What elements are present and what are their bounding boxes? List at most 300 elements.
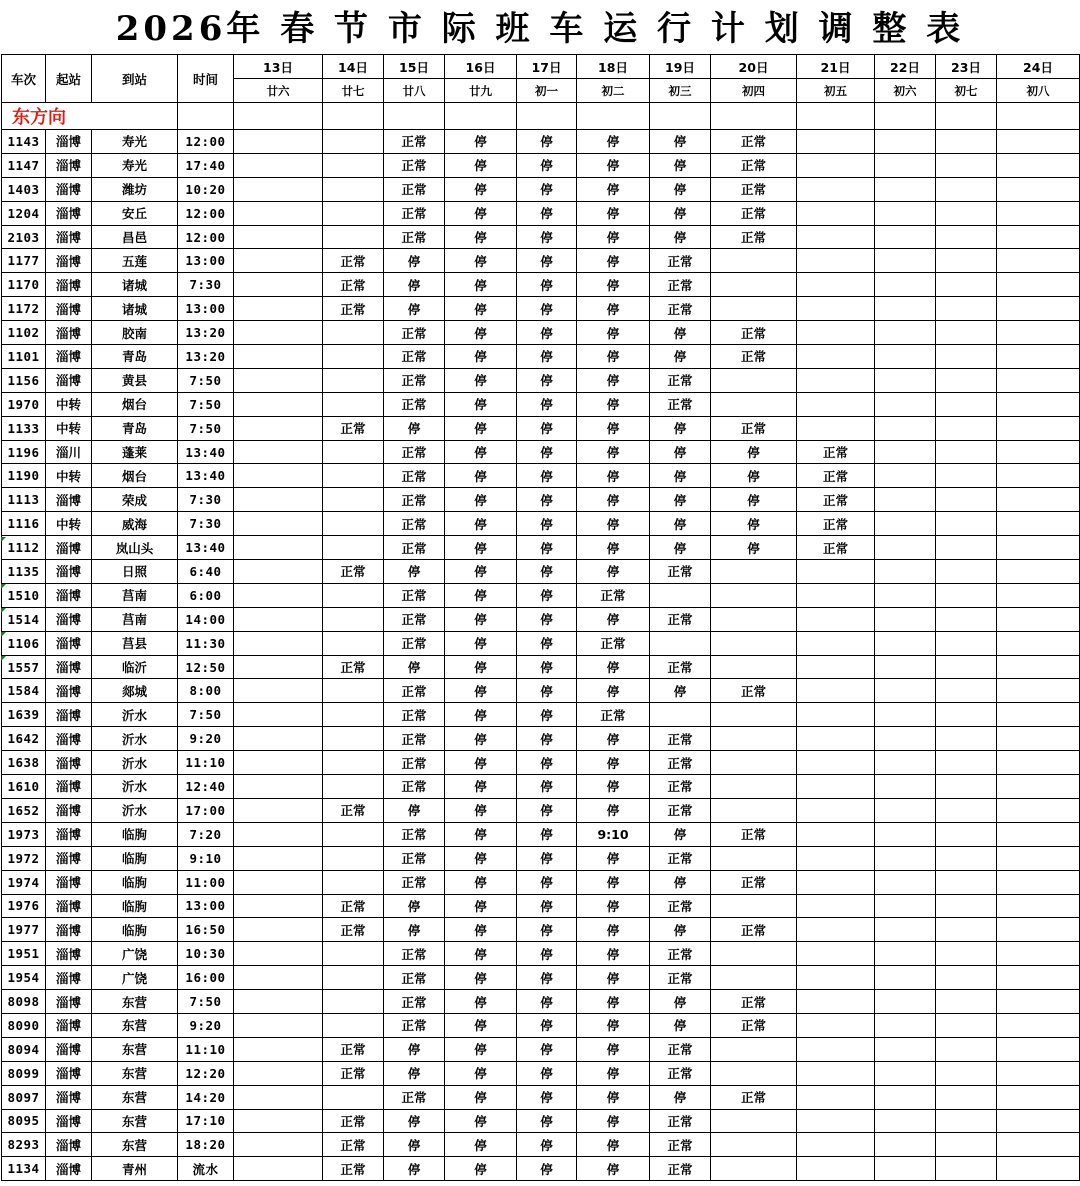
status-cell: 正常	[711, 130, 797, 154]
header-lunar-date: 初五	[797, 79, 875, 103]
destination-cell: 东营	[92, 990, 178, 1014]
status-cell	[997, 488, 1080, 512]
status-cell: 停	[384, 1109, 445, 1133]
status-cell: 停	[517, 130, 577, 154]
status-cell	[875, 798, 936, 822]
departure-time-cell: 13:00	[178, 249, 234, 273]
departure-time-cell: 13:20	[178, 321, 234, 345]
status-cell: 停	[577, 488, 650, 512]
status-cell	[323, 822, 384, 846]
status-cell	[936, 703, 997, 727]
status-cell: 正常	[650, 392, 711, 416]
status-cell	[711, 297, 797, 321]
status-cell: 正常	[323, 1037, 384, 1061]
train-number-cell: 1973	[2, 822, 46, 846]
train-number-cell: 1557	[2, 655, 46, 679]
status-cell	[797, 297, 875, 321]
status-cell	[711, 751, 797, 775]
departure-time-cell: 13:00	[178, 894, 234, 918]
train-number-cell: 1133	[2, 416, 46, 440]
origin-cell: 淄博	[46, 560, 92, 584]
status-cell	[997, 512, 1080, 536]
status-cell	[936, 1133, 997, 1157]
status-cell: 正常	[384, 153, 445, 177]
status-cell	[997, 153, 1080, 177]
train-number-cell: 1112	[2, 536, 46, 560]
departure-time-cell: 12:00	[178, 130, 234, 154]
departure-time-cell: 7:50	[178, 368, 234, 392]
destination-cell: 东营	[92, 1085, 178, 1109]
status-cell: 停	[445, 488, 517, 512]
train-number-cell: 1403	[2, 177, 46, 201]
departure-time-cell: 6:00	[178, 583, 234, 607]
status-cell	[234, 822, 323, 846]
status-cell	[936, 488, 997, 512]
status-cell: 停	[517, 751, 577, 775]
status-cell: 停	[517, 607, 577, 631]
status-cell: 停	[517, 440, 577, 464]
status-cell: 停	[384, 798, 445, 822]
table-row	[2, 392, 1080, 416]
table-row	[2, 297, 1080, 321]
status-cell: 正常	[577, 631, 650, 655]
status-cell	[875, 488, 936, 512]
status-cell	[234, 321, 323, 345]
status-cell	[875, 918, 936, 942]
status-cell: 正常	[323, 1133, 384, 1157]
status-cell: 停	[384, 273, 445, 297]
status-cell	[234, 655, 323, 679]
status-cell	[936, 894, 997, 918]
status-cell	[234, 464, 323, 488]
status-cell: 正常	[323, 798, 384, 822]
status-cell	[797, 130, 875, 154]
destination-cell: 临朐	[92, 918, 178, 942]
status-cell	[234, 225, 323, 249]
status-cell	[997, 727, 1080, 751]
destination-cell: 烟台	[92, 392, 178, 416]
status-cell	[711, 966, 797, 990]
status-cell: 停	[577, 153, 650, 177]
status-cell: 停	[445, 1061, 517, 1085]
destination-cell: 黄县	[92, 368, 178, 392]
status-cell	[875, 536, 936, 560]
status-cell	[936, 966, 997, 990]
status-cell: 正常	[384, 536, 445, 560]
train-number-cell: 1652	[2, 798, 46, 822]
table-row	[2, 727, 1080, 751]
status-cell	[323, 512, 384, 536]
origin-cell: 淄博	[46, 703, 92, 727]
departure-time-cell: 7:20	[178, 822, 234, 846]
origin-cell: 淄博	[46, 655, 92, 679]
status-cell: 停	[384, 249, 445, 273]
train-number-cell: 8099	[2, 1061, 46, 1085]
header-date: 16日	[445, 55, 517, 79]
departure-time-cell: 17:00	[178, 798, 234, 822]
status-cell	[936, 440, 997, 464]
status-cell	[997, 177, 1080, 201]
status-cell	[797, 1013, 875, 1037]
train-number-cell: 1172	[2, 297, 46, 321]
destination-cell: 青岛	[92, 345, 178, 369]
status-cell	[797, 631, 875, 655]
status-cell	[936, 798, 997, 822]
status-cell: 正常	[323, 894, 384, 918]
table-row	[2, 273, 1080, 297]
origin-cell: 淄博	[46, 942, 92, 966]
origin-cell: 淄博	[46, 918, 92, 942]
origin-cell: 淄博	[46, 727, 92, 751]
train-number-cell: 1976	[2, 894, 46, 918]
departure-time-cell: 16:50	[178, 918, 234, 942]
origin-cell: 淄博	[46, 1061, 92, 1085]
status-cell: 停	[517, 345, 577, 369]
status-cell	[936, 249, 997, 273]
status-cell	[797, 583, 875, 607]
origin-cell: 淄博	[46, 1013, 92, 1037]
destination-cell: 郯城	[92, 679, 178, 703]
table-row	[2, 560, 1080, 584]
status-cell: 正常	[384, 488, 445, 512]
status-cell: 停	[711, 536, 797, 560]
table-row	[2, 966, 1080, 990]
status-cell	[797, 273, 875, 297]
status-cell: 停	[650, 870, 711, 894]
status-cell	[875, 1037, 936, 1061]
status-cell: 正常	[384, 321, 445, 345]
origin-cell: 淄博	[46, 225, 92, 249]
status-cell	[936, 751, 997, 775]
status-cell	[875, 775, 936, 799]
status-cell	[875, 703, 936, 727]
status-cell	[875, 201, 936, 225]
status-cell: 停	[445, 679, 517, 703]
status-cell: 停	[517, 918, 577, 942]
page-title: 2026年 春 节 市 际 班 车 运 行 计 划 调 整 表	[115, 9, 965, 49]
status-cell: 停	[517, 512, 577, 536]
status-cell: 停	[577, 536, 650, 560]
header-lunar-date: 初八	[997, 79, 1080, 103]
table-row	[2, 894, 1080, 918]
status-cell: 停	[517, 894, 577, 918]
train-number-cell: 1113	[2, 488, 46, 512]
header-lunar-date: 廿九	[445, 79, 517, 103]
origin-cell: 淄博	[46, 1037, 92, 1061]
status-cell	[875, 368, 936, 392]
status-cell: 停	[445, 727, 517, 751]
destination-cell: 沂水	[92, 798, 178, 822]
status-cell: 停	[517, 153, 577, 177]
status-cell	[936, 536, 997, 560]
status-cell: 正常	[384, 1013, 445, 1037]
status-cell: 停	[577, 1061, 650, 1085]
status-cell	[797, 368, 875, 392]
status-cell	[997, 249, 1080, 273]
status-cell	[323, 607, 384, 631]
status-cell	[997, 560, 1080, 584]
status-cell	[323, 225, 384, 249]
status-cell: 停	[445, 798, 517, 822]
train-number-cell: 8293	[2, 1133, 46, 1157]
status-cell: 停	[384, 1037, 445, 1061]
status-cell: 正常	[384, 822, 445, 846]
status-cell: 停	[517, 225, 577, 249]
status-cell: 停	[384, 560, 445, 584]
status-cell: 正常	[650, 775, 711, 799]
status-cell: 停	[445, 512, 517, 536]
status-cell: 停	[517, 631, 577, 655]
status-cell: 正常	[384, 177, 445, 201]
status-cell: 停	[445, 368, 517, 392]
departure-time-cell: 9:20	[178, 727, 234, 751]
table-row	[2, 225, 1080, 249]
status-cell	[711, 273, 797, 297]
status-cell: 正常	[384, 201, 445, 225]
status-cell	[997, 130, 1080, 154]
status-cell: 停	[517, 1013, 577, 1037]
status-cell	[997, 775, 1080, 799]
status-cell	[234, 177, 323, 201]
status-cell: 停	[577, 1133, 650, 1157]
status-cell	[997, 822, 1080, 846]
table-row	[2, 583, 1080, 607]
status-cell: 停	[577, 130, 650, 154]
table-row	[2, 822, 1080, 846]
status-cell: 停	[445, 273, 517, 297]
status-cell: 正常	[650, 297, 711, 321]
status-cell: 停	[577, 990, 650, 1014]
status-cell	[797, 703, 875, 727]
status-cell: 停	[445, 321, 517, 345]
status-cell: 停	[445, 392, 517, 416]
train-number-cell: 1510	[2, 583, 46, 607]
status-cell	[997, 1037, 1080, 1061]
destination-cell: 诸城	[92, 273, 178, 297]
status-cell: 正常	[650, 846, 711, 870]
status-cell	[234, 631, 323, 655]
header-date: 18日	[577, 55, 650, 79]
status-cell	[234, 703, 323, 727]
status-cell: 正常	[797, 440, 875, 464]
status-cell	[711, 1061, 797, 1085]
status-cell	[234, 392, 323, 416]
status-cell	[323, 966, 384, 990]
status-cell	[936, 464, 997, 488]
status-cell: 停	[517, 655, 577, 679]
empty-cell	[234, 103, 323, 130]
header-date: 23日	[936, 55, 997, 79]
status-cell: 正常	[384, 392, 445, 416]
status-cell: 停	[445, 440, 517, 464]
status-cell: 停	[650, 1013, 711, 1037]
origin-cell: 淄博	[46, 990, 92, 1014]
departure-time-cell: 13:20	[178, 345, 234, 369]
status-cell	[875, 966, 936, 990]
destination-cell: 潍坊	[92, 177, 178, 201]
status-cell	[936, 512, 997, 536]
status-cell: 正常	[577, 583, 650, 607]
status-cell	[797, 822, 875, 846]
status-cell	[711, 607, 797, 631]
departure-time-cell: 7:50	[178, 990, 234, 1014]
status-cell	[323, 846, 384, 870]
status-cell: 停	[384, 894, 445, 918]
status-cell: 正常	[384, 870, 445, 894]
header-to: 到站	[92, 55, 178, 103]
train-number-cell: 1143	[2, 130, 46, 154]
status-cell: 正常	[650, 1157, 711, 1181]
status-cell: 停	[577, 655, 650, 679]
destination-cell: 东营	[92, 1013, 178, 1037]
status-cell	[936, 1085, 997, 1109]
status-cell	[997, 1109, 1080, 1133]
status-cell	[797, 607, 875, 631]
status-cell: 停	[650, 440, 711, 464]
status-cell	[234, 130, 323, 154]
status-cell: 停	[517, 273, 577, 297]
origin-cell: 淄博	[46, 1157, 92, 1181]
status-cell: 停	[650, 177, 711, 201]
train-number-cell: 1116	[2, 512, 46, 536]
status-cell	[234, 440, 323, 464]
status-cell	[234, 345, 323, 369]
table-row	[2, 798, 1080, 822]
status-cell	[997, 607, 1080, 631]
train-number-cell: 1196	[2, 440, 46, 464]
status-cell	[234, 727, 323, 751]
status-cell: 停	[384, 416, 445, 440]
status-cell: 停	[384, 297, 445, 321]
destination-cell: 莒县	[92, 631, 178, 655]
status-cell	[797, 1061, 875, 1085]
status-cell	[875, 655, 936, 679]
status-cell	[323, 631, 384, 655]
header-lunar-date: 初四	[711, 79, 797, 103]
status-cell: 停	[577, 1109, 650, 1133]
status-cell	[875, 249, 936, 273]
departure-time-cell: 12:00	[178, 225, 234, 249]
status-cell	[797, 177, 875, 201]
status-cell: 停	[650, 130, 711, 154]
status-cell	[936, 1061, 997, 1085]
train-number-cell: 1106	[2, 631, 46, 655]
departure-time-cell: 6:40	[178, 560, 234, 584]
status-cell	[711, 655, 797, 679]
origin-cell: 淄川	[46, 440, 92, 464]
departure-time-cell: 10:20	[178, 177, 234, 201]
status-cell	[997, 751, 1080, 775]
status-cell: 正常	[711, 918, 797, 942]
status-cell	[234, 1157, 323, 1181]
status-cell	[875, 273, 936, 297]
status-cell: 停	[577, 297, 650, 321]
table-row	[2, 846, 1080, 870]
status-cell: 停	[577, 1085, 650, 1109]
status-cell: 正常	[323, 560, 384, 584]
status-cell	[323, 536, 384, 560]
status-cell: 停	[577, 321, 650, 345]
header-date: 15日	[384, 55, 445, 79]
status-cell: 正常	[711, 201, 797, 225]
departure-time-cell: 7:50	[178, 703, 234, 727]
train-number-cell: 1951	[2, 942, 46, 966]
status-cell	[997, 297, 1080, 321]
status-cell	[323, 321, 384, 345]
status-cell: 停	[650, 679, 711, 703]
status-cell: 正常	[384, 990, 445, 1014]
status-cell	[323, 440, 384, 464]
table-row	[2, 679, 1080, 703]
status-cell: 正常	[384, 130, 445, 154]
departure-time-cell: 18:20	[178, 1133, 234, 1157]
status-cell: 停	[384, 1133, 445, 1157]
departure-time-cell: 7:30	[178, 488, 234, 512]
status-cell	[323, 1085, 384, 1109]
table-row	[2, 1013, 1080, 1037]
status-cell: 停	[517, 870, 577, 894]
table-row	[2, 1109, 1080, 1133]
departure-time-cell: 7:50	[178, 416, 234, 440]
status-cell	[711, 1133, 797, 1157]
status-cell	[234, 894, 323, 918]
table-row	[2, 153, 1080, 177]
status-cell	[797, 966, 875, 990]
table-row	[2, 1037, 1080, 1061]
status-cell: 正常	[384, 368, 445, 392]
status-cell	[323, 464, 384, 488]
status-cell: 停	[577, 607, 650, 631]
status-cell	[936, 918, 997, 942]
status-cell	[797, 560, 875, 584]
header-lunar-date: 廿七	[323, 79, 384, 103]
status-cell	[997, 536, 1080, 560]
origin-cell: 淄博	[46, 345, 92, 369]
status-cell: 停	[577, 775, 650, 799]
comment-marker-icon	[1, 584, 6, 589]
empty-cell	[445, 103, 517, 130]
status-cell	[997, 894, 1080, 918]
status-cell: 停	[517, 321, 577, 345]
status-cell	[936, 775, 997, 799]
status-cell: 正常	[384, 679, 445, 703]
status-cell	[323, 392, 384, 416]
status-cell: 正常	[384, 775, 445, 799]
status-cell	[875, 1061, 936, 1085]
status-cell: 停	[711, 464, 797, 488]
status-cell: 正常	[650, 655, 711, 679]
status-cell	[711, 249, 797, 273]
status-cell	[875, 751, 936, 775]
status-cell: 停	[517, 1085, 577, 1109]
status-cell	[797, 416, 875, 440]
status-cell	[797, 942, 875, 966]
status-cell: 正常	[384, 846, 445, 870]
status-cell: 正常	[384, 607, 445, 631]
status-cell: 停	[445, 249, 517, 273]
status-cell: 停	[445, 1133, 517, 1157]
train-number-cell: 1638	[2, 751, 46, 775]
status-cell	[234, 870, 323, 894]
status-cell: 停	[445, 201, 517, 225]
status-cell	[711, 560, 797, 584]
origin-cell: 淄博	[46, 775, 92, 799]
status-cell: 正常	[384, 464, 445, 488]
status-cell: 正常	[323, 655, 384, 679]
status-cell: 停	[517, 368, 577, 392]
header-lunar-date: 廿六	[234, 79, 323, 103]
status-cell	[997, 1061, 1080, 1085]
